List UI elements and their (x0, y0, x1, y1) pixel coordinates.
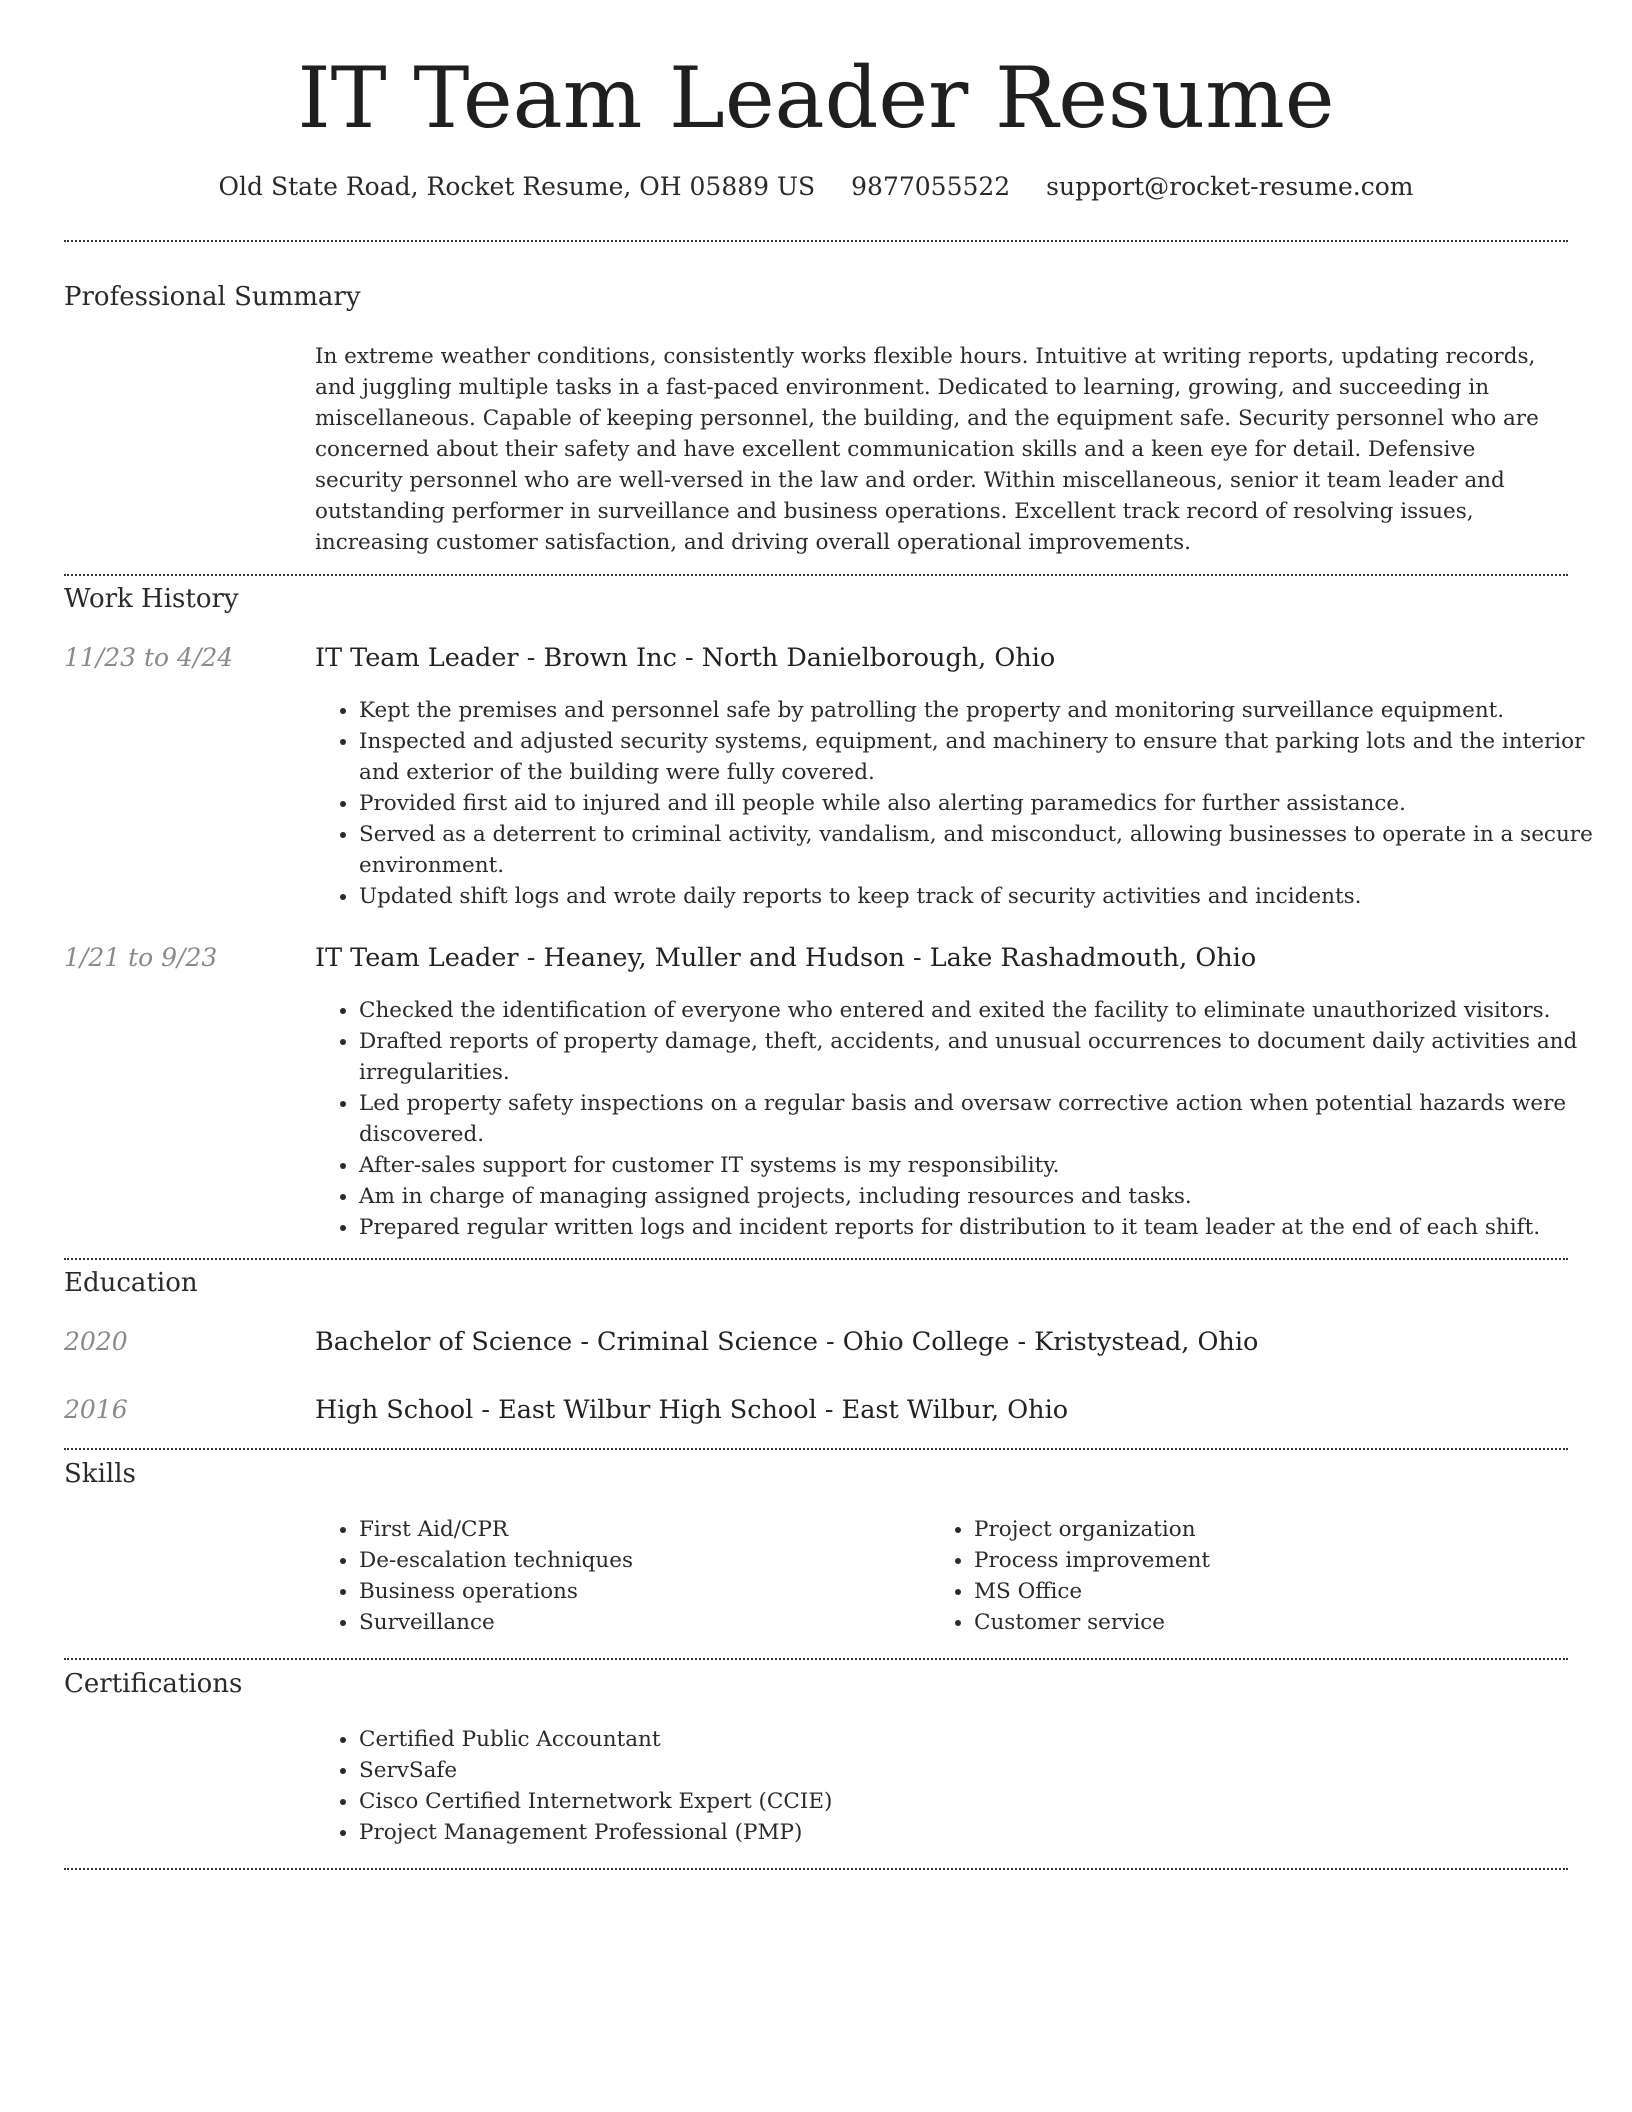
section-divider (64, 1658, 1568, 1660)
skills-list-left (315, 1514, 959, 1638)
resume-title: IT Team Leader Resume (297, 49, 1335, 147)
list-item: • Project Management Professional (PMP) (359, 1817, 1609, 1848)
skills-list-right (930, 1514, 1574, 1638)
education-year: 2016 (64, 1395, 128, 1424)
section-divider (64, 1258, 1568, 1260)
contact-phone: 9877055522 (851, 172, 1011, 202)
section-divider (64, 574, 1568, 576)
work-history-heading: Work History (64, 584, 239, 614)
summary-heading: Professional Summary (64, 282, 361, 312)
summary-text: In extreme weather conditions, consistently works flexible hours. Intuitive at writing reports, updating records, and juggling multiple tasks in a fast-paced environment. Dedicated to learning, growing, and succeeding in miscellaneous. Capable of keeping personnel, the building, and the equipment safe. Security personnel who are concerned about their safety and have excellent communication skills and a keen eye for detail. Defensive security personnel who are well-versed in the law and order. Within miscellaneous, senior it team leader and outstanding performer in surveillance and business operations. Excellent track record of resolving issues, increasing customer satisfaction, and driving overall operational improvements. (315, 344, 1539, 555)
list-item: • Kept the premises and personnel safe by patrolling the property and monitoring surveillance equipment. (359, 695, 1609, 726)
list-item: • Certified Public Accountant (359, 1724, 1609, 1755)
list-item: • Project organization (974, 1514, 1574, 1545)
section-divider (64, 1868, 1568, 1870)
contact-address: Old State Road, Rocket Resume, OH 05889 US (218, 172, 816, 202)
list-item: • After-sales support for customer IT systems is my responsibility. (359, 1150, 1609, 1181)
education-entry: High School - East Wilbur High School - East Wilbur, Ohio (315, 1395, 1069, 1425)
section-divider (64, 1448, 1568, 1450)
contact-email: support@rocket-resume.com (1046, 172, 1414, 202)
list-item: • First Aid/CPR (359, 1514, 959, 1545)
list-item: • Inspected and adjusted security systems, equipment, and machinery to ensure that parking lots and the interior and exterior of the building were fully covered. (359, 726, 1609, 788)
education-entry: Bachelor of Science - Criminal Science - Ohio College - Kristystead, Ohio (315, 1327, 1259, 1357)
list-item: • Provided first aid to injured and ill people while also alerting paramedics for further assistance. (359, 788, 1609, 819)
list-item: • Checked the identification of everyone who entered and exited the facility to eliminate unauthorized visitors. (359, 995, 1609, 1026)
list-item: • Prepared regular written logs and incident reports for distribution to it team leader at the end of each shift. (359, 1212, 1609, 1243)
skills-heading: Skills (64, 1459, 136, 1489)
certifications-list (315, 1724, 1609, 1848)
list-item: • Updated shift logs and wrote daily reports to keep track of security activities and incidents. (359, 881, 1609, 912)
education-year: 2020 (64, 1327, 128, 1356)
list-item: • Surveillance (359, 1607, 959, 1638)
list-item: • Business operations (359, 1576, 959, 1607)
list-item: • Am in charge of managing assigned projects, including resources and tasks. (359, 1181, 1609, 1212)
job-heading: IT Team Leader - Heaney, Muller and Hudson - Lake Rashadmouth, Ohio (315, 943, 1257, 973)
list-item: • Led property safety inspections on a regular basis and oversaw corrective action when potential hazards were discovered. (359, 1088, 1609, 1150)
job-bullets (315, 695, 1609, 912)
section-divider (64, 240, 1568, 242)
list-item: • Served as a deterrent to criminal activity, vandalism, and misconduct, allowing businesses to operate in a secure environment. (359, 819, 1609, 881)
list-item: • MS Office (974, 1576, 1574, 1607)
certifications-heading: Certifications (64, 1669, 243, 1699)
list-item: • Customer service (974, 1607, 1574, 1638)
list-item: • ServSafe (359, 1755, 1609, 1786)
education-heading: Education (64, 1268, 198, 1298)
job-dates: 1/21 to 9/23 (64, 943, 218, 972)
job-bullets (315, 995, 1609, 1243)
job-dates: 11/23 to 4/24 (64, 643, 234, 672)
job-heading: IT Team Leader - Brown Inc - North Danielborough, Ohio (315, 643, 1056, 673)
list-item: • Drafted reports of property damage, theft, accidents, and unusual occurrences to document daily activities and irregularities. (359, 1026, 1609, 1088)
contact-line (0, 172, 1632, 201)
list-item: • De-escalation techniques (359, 1545, 959, 1576)
list-item: • Process improvement (974, 1545, 1574, 1576)
list-item: • Cisco Certified Internetwork Expert (CCIE) (359, 1786, 1609, 1817)
